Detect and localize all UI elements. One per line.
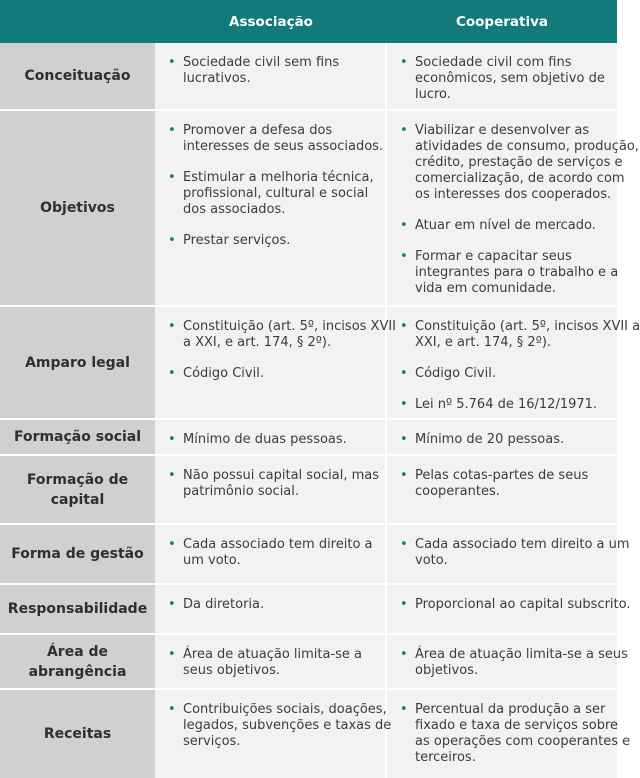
- bullet-icon: •: [168, 366, 176, 381]
- list-item: [167, 233, 379, 249]
- list-item: [399, 55, 617, 103]
- cell-cooperativa: [387, 43, 617, 111]
- bullet-icon: •: [400, 597, 408, 612]
- cell-associacao: [155, 635, 387, 690]
- bullet-list: [167, 319, 397, 382]
- bullet-list: [167, 55, 379, 87]
- list-item-text: Percentual da produção a ser fixado e taxa de serviços sobre as operações com cooperantes e terceiros.: [415, 702, 631, 765]
- bullet-icon: •: [168, 647, 176, 662]
- list-item-text: Prestar serviços.: [183, 233, 291, 248]
- header-associacao: Associação: [155, 0, 387, 43]
- list-item-text: Promover a defesa dos interesses de seus associados.: [183, 123, 384, 154]
- list-item: [167, 702, 392, 750]
- cell-associacao: [155, 456, 387, 525]
- list-item: [399, 218, 617, 234]
- bullet-icon: •: [400, 366, 408, 381]
- row-label: Área de abrangência: [0, 635, 155, 690]
- bullet-icon: •: [168, 702, 176, 717]
- list-item-text: Mínimo de 20 pessoas.: [415, 432, 565, 447]
- bullet-list: [167, 647, 379, 679]
- bullet-list: [167, 468, 379, 500]
- bullet-list: [167, 537, 379, 569]
- list-item-text: Código Civil.: [183, 366, 264, 381]
- list-item: [399, 319, 640, 351]
- list-item-text: Lei nº 5.764 de 16/12/1971.: [415, 397, 598, 412]
- bullet-icon: •: [400, 218, 408, 233]
- list-item: [167, 123, 384, 155]
- bullet-icon: •: [400, 319, 408, 334]
- bullet-icon: •: [400, 537, 408, 552]
- bullet-list: [399, 597, 631, 613]
- list-item-text: Área de atuação limita-se a seus objetivos.: [415, 647, 628, 678]
- list-item: [167, 647, 379, 679]
- list-item-text: Da diretoria.: [183, 597, 265, 612]
- list-item-text: Não possui capital social, mas patrimônio social.: [183, 468, 380, 499]
- cell-cooperativa: [387, 456, 617, 525]
- bullet-icon: •: [400, 702, 408, 717]
- row-label: Objetivos: [0, 111, 155, 307]
- row-label: Responsabilidade: [0, 585, 155, 635]
- list-item: [167, 597, 379, 613]
- list-item-text: Cada associado tem direito a um voto.: [183, 537, 373, 568]
- list-item: [399, 249, 617, 297]
- bullet-icon: •: [400, 249, 408, 264]
- list-item: [167, 319, 397, 351]
- cell-cooperativa: [387, 585, 631, 635]
- list-item-text: Constituição (art. 5º, incisos XVII a XXI, e art. 174, § 2º).: [183, 319, 397, 350]
- list-item-text: Cada associado tem direito a um voto.: [415, 537, 630, 568]
- list-item-text: Mínimo de duas pessoas.: [183, 432, 347, 447]
- cell-cooperativa: [387, 690, 631, 778]
- bullet-list: [167, 123, 384, 249]
- list-item-text: Estimular a melhoria técnica, profissional, cultural e social dos associados.: [183, 170, 374, 217]
- list-item: [167, 55, 379, 87]
- bullet-icon: •: [400, 432, 408, 447]
- header-corner: [0, 0, 155, 43]
- bullet-list: [399, 647, 628, 679]
- bullet-icon: •: [168, 123, 176, 138]
- bullet-icon: •: [168, 319, 176, 334]
- row-label: Receitas: [0, 690, 155, 778]
- list-item: [167, 468, 379, 500]
- bullet-list: [399, 319, 640, 413]
- list-item-text: Formar e capacitar seus integrantes para o trabalho e a vida em comunidade.: [415, 249, 619, 296]
- row-label: Conceituação: [0, 43, 155, 111]
- list-item: [399, 597, 631, 613]
- cell-associacao: [155, 690, 392, 778]
- bullet-icon: •: [400, 123, 408, 138]
- row-label: Amparo legal: [0, 307, 155, 420]
- bullet-icon: •: [168, 55, 176, 70]
- bullet-list: [399, 468, 617, 500]
- list-item: [167, 366, 379, 382]
- cell-cooperativa: [387, 525, 630, 585]
- list-item-text: Código Civil.: [415, 366, 496, 381]
- header-cooperativa: Cooperativa: [387, 0, 617, 43]
- list-item: [399, 123, 639, 203]
- bullet-list: [399, 55, 617, 103]
- cell-associacao: [155, 43, 387, 111]
- cell-cooperativa: [387, 420, 617, 456]
- bullet-list: [399, 702, 631, 766]
- bullet-icon: •: [168, 537, 176, 552]
- list-item-text: Área de atuação limita-se a seus objetivos.: [183, 647, 363, 678]
- bullet-icon: •: [168, 170, 176, 185]
- list-item: [399, 397, 617, 413]
- bullet-icon: •: [400, 468, 408, 483]
- list-item: [167, 537, 379, 569]
- list-item-text: Sociedade civil com fins econômicos, sem objetivo de lucro.: [415, 55, 605, 102]
- bullet-list: [167, 702, 392, 750]
- list-item-text: Constituição (art. 5º, incisos XVII a XXI, e art. 174, § 2º).: [415, 319, 640, 350]
- list-item-text: Proporcional ao capital subscrito.: [415, 597, 631, 612]
- bullet-icon: •: [168, 468, 176, 483]
- list-item: [167, 432, 379, 448]
- list-item: [399, 432, 617, 448]
- cell-cooperativa: [387, 111, 639, 307]
- list-item: [399, 647, 628, 679]
- list-item-text: Viabilizar e desenvolver as atividades de consumo, produção, crédito, prestação de serviços e comercialização, de acordo com os interesses dos cooperados.: [415, 123, 639, 202]
- list-item: [399, 366, 617, 382]
- bullet-list: [167, 597, 379, 613]
- cell-associacao: [155, 111, 387, 307]
- cell-associacao: [155, 525, 387, 585]
- list-item-text: Pelas cotas-partes de seus cooperantes.: [415, 468, 589, 499]
- bullet-list: [399, 123, 639, 297]
- cell-associacao: [155, 307, 397, 420]
- cell-cooperativa: [387, 307, 640, 420]
- bullet-icon: •: [400, 397, 408, 412]
- row-label: Formação social: [0, 420, 155, 456]
- bullet-icon: •: [400, 55, 408, 70]
- list-item: [399, 537, 630, 569]
- bullet-icon: •: [168, 597, 176, 612]
- bullet-list: [399, 537, 630, 569]
- row-label: Formação de capital: [0, 456, 155, 525]
- cell-associacao: [155, 585, 387, 635]
- bullet-icon: •: [400, 647, 408, 662]
- bullet-list: [399, 432, 617, 448]
- list-item: [167, 170, 379, 218]
- list-item-text: Sociedade civil sem fins lucrativos.: [183, 55, 340, 86]
- bullet-icon: •: [168, 233, 176, 248]
- cell-associacao: [155, 420, 387, 456]
- bullet-list: [167, 432, 379, 448]
- list-item: [399, 468, 617, 500]
- row-label: Forma de gestão: [0, 525, 155, 585]
- list-item-text: Contribuições sociais, doações, legados, subvenções e taxas de serviços.: [183, 702, 392, 749]
- list-item-text: Atuar em nível de mercado.: [415, 218, 596, 233]
- cell-cooperativa: [387, 635, 628, 690]
- list-item: [399, 702, 631, 766]
- bullet-icon: •: [168, 432, 176, 447]
